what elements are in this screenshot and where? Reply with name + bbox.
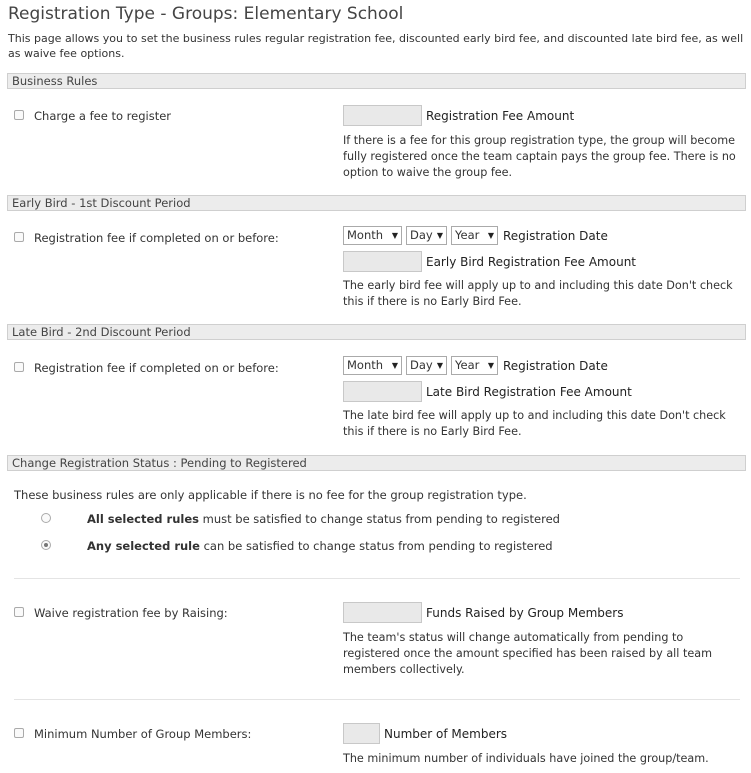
early-bird-fee-label: Early Bird Registration Fee Amount <box>426 255 636 269</box>
chevron-down-icon: ▼ <box>436 361 443 370</box>
early-bird-day-select[interactable] <box>406 226 447 245</box>
registration-fee-help: If there is a fee for this group registration type, the group will become fully registered once the team captain pays the group fee. There is no option to waive the group fee. <box>343 134 736 179</box>
late-bird-day-value: Day <box>410 358 433 372</box>
late-bird-month-select[interactable] <box>343 356 402 375</box>
late-bird-help: The late bird fee will apply up to and including this date Don't check this if there is no Early Bird Fee. <box>343 409 726 438</box>
all-rules-radio[interactable] <box>41 513 51 523</box>
early-bird-fee-input[interactable] <box>343 251 422 272</box>
all-rules-rest: must be satisfied to change status from pending to registered <box>198 512 560 526</box>
any-rule-radio[interactable] <box>41 540 51 550</box>
divider <box>14 578 740 579</box>
all-rules-bold: All selected rules <box>87 512 199 526</box>
page-intro: This page allows you to set the business rules regular registration fee, discounted early bird fee, and discounted late bird fee, as well as waive fee options. <box>8 32 744 60</box>
waive-fee-label: Waive registration fee by Raising: <box>34 606 228 620</box>
registration-fee-label: Registration Fee Amount <box>426 109 575 123</box>
number-of-members-input[interactable] <box>343 723 380 744</box>
early-bird-year-value: Year <box>455 228 480 242</box>
early-bird-label: Registration fee if completed on or before: <box>34 231 279 245</box>
late-bird-header: Late Bird - 2nd Discount Period <box>7 324 746 340</box>
status-note: These business rules are only applicable if there is no fee for the group registration type. <box>14 488 527 502</box>
charge-fee-label: Charge a fee to register <box>34 109 172 123</box>
number-of-members-help: The minimum number of individuals have joined the group/team. <box>343 752 709 765</box>
divider <box>14 699 740 700</box>
minimum-members-checkbox[interactable] <box>14 728 24 738</box>
early-bird-help: The early bird fee will apply up to and including this date Don't check this if there is no Early Bird Fee. <box>343 279 733 308</box>
late-bird-year-value: Year <box>455 358 480 372</box>
funds-raised-label: Funds Raised by Group Members <box>426 606 624 620</box>
any-rule-label <box>87 539 553 553</box>
number-of-members-label: Number of Members <box>384 727 508 741</box>
early-bird-checkbox[interactable] <box>14 232 24 242</box>
late-bird-fee-input[interactable] <box>343 381 422 402</box>
chevron-down-icon: ▼ <box>391 361 398 370</box>
charge-fee-checkbox[interactable] <box>14 110 24 120</box>
late-bird-month-value: Month <box>347 358 384 372</box>
chevron-down-icon: ▼ <box>391 231 398 240</box>
late-bird-fee-label: Late Bird Registration Fee Amount <box>426 385 632 399</box>
waive-fee-checkbox[interactable] <box>14 607 24 617</box>
any-rule-bold: Any selected rule <box>87 539 200 553</box>
status-header: Change Registration Status : Pending to Registered <box>7 455 746 471</box>
funds-raised-help: The team's status will change automatically from pending to registered once the amount specified has been raised by all team members collectively. <box>343 631 712 676</box>
funds-raised-input[interactable] <box>343 602 422 623</box>
registration-fee-input[interactable] <box>343 105 422 126</box>
chevron-down-icon: ▼ <box>487 361 494 370</box>
late-bird-checkbox[interactable] <box>14 362 24 372</box>
late-bird-year-select[interactable] <box>451 356 498 375</box>
minimum-members-label: Minimum Number of Group Members: <box>34 727 252 741</box>
chevron-down-icon: ▼ <box>487 231 494 240</box>
chevron-down-icon: ▼ <box>436 231 443 240</box>
late-bird-day-select[interactable] <box>406 356 447 375</box>
early-bird-header: Early Bird - 1st Discount Period <box>7 195 746 211</box>
early-bird-year-select[interactable] <box>451 226 498 245</box>
early-bird-month-select[interactable] <box>343 226 402 245</box>
business-rules-header: Business Rules <box>7 73 746 89</box>
early-bird-month-value: Month <box>347 228 384 242</box>
page-title: Registration Type - Groups: Elementary School <box>8 4 404 24</box>
all-rules-label <box>87 512 560 526</box>
late-bird-label: Registration fee if completed on or before: <box>34 361 279 375</box>
late-bird-date-label: Registration Date <box>503 359 608 373</box>
early-bird-date-label: Registration Date <box>503 229 608 243</box>
any-rule-rest: can be satisfied to change status from pending to registered <box>199 539 553 553</box>
early-bird-day-value: Day <box>410 228 433 242</box>
